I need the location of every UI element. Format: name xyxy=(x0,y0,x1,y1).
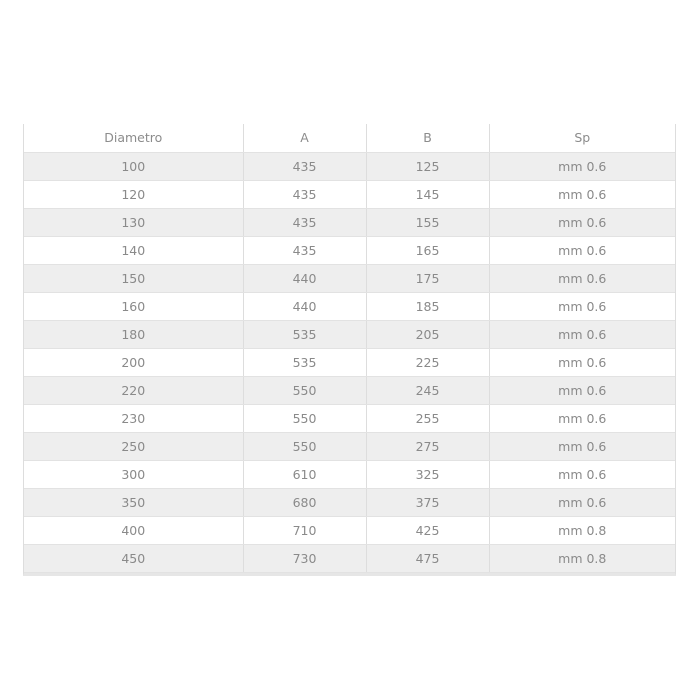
cell-diametro: 250 xyxy=(24,432,243,460)
dimension-table-container xyxy=(23,124,676,576)
cell-b: 125 xyxy=(366,152,489,180)
cell-sp: mm 0.6 xyxy=(489,404,675,432)
cell-b: 145 xyxy=(366,180,489,208)
table-row xyxy=(24,180,675,208)
cell-diametro: 130 xyxy=(24,208,243,236)
cell-diametro: 180 xyxy=(24,320,243,348)
cell-a: 550 xyxy=(243,432,366,460)
table-row xyxy=(24,488,675,516)
cell-sp: mm 0.6 xyxy=(489,488,675,516)
cell-diametro: 150 xyxy=(24,264,243,292)
cell-diametro: 230 xyxy=(24,404,243,432)
cell-sp: mm 0.6 xyxy=(489,320,675,348)
cell-a: 730 xyxy=(243,544,366,572)
cell-a: 440 xyxy=(243,292,366,320)
cell-diametro: 200 xyxy=(24,348,243,376)
table-row xyxy=(24,264,675,292)
cell-a: 435 xyxy=(243,236,366,264)
cell-b: 165 xyxy=(366,236,489,264)
table-row xyxy=(24,432,675,460)
cell-b: 255 xyxy=(366,404,489,432)
cell-a: 710 xyxy=(243,516,366,544)
table-row xyxy=(24,236,675,264)
cell-b: 225 xyxy=(366,348,489,376)
dimension-table xyxy=(24,124,675,573)
cell-diametro: 300 xyxy=(24,460,243,488)
cell-a: 535 xyxy=(243,320,366,348)
cell-diametro: 220 xyxy=(24,376,243,404)
cell-b: 475 xyxy=(366,544,489,572)
cell-diametro: 350 xyxy=(24,488,243,516)
cell-a: 435 xyxy=(243,152,366,180)
cell-a: 550 xyxy=(243,376,366,404)
cell-b: 205 xyxy=(366,320,489,348)
cell-sp: mm 0.6 xyxy=(489,376,675,404)
cell-a: 440 xyxy=(243,264,366,292)
table-row xyxy=(24,376,675,404)
cell-b: 155 xyxy=(366,208,489,236)
cell-sp: mm 0.6 xyxy=(489,208,675,236)
header-diametro: Diametro xyxy=(24,124,243,152)
cell-a: 680 xyxy=(243,488,366,516)
cell-b: 245 xyxy=(366,376,489,404)
cell-diametro: 160 xyxy=(24,292,243,320)
cell-b: 425 xyxy=(366,516,489,544)
cell-a: 550 xyxy=(243,404,366,432)
cell-sp: mm 0.6 xyxy=(489,348,675,376)
cell-diametro: 100 xyxy=(24,152,243,180)
cell-b: 185 xyxy=(366,292,489,320)
table-row xyxy=(24,516,675,544)
header-sp: Sp xyxy=(489,124,675,152)
table-row xyxy=(24,208,675,236)
cell-sp: mm 0.8 xyxy=(489,516,675,544)
table-header xyxy=(24,124,675,152)
cell-diametro: 400 xyxy=(24,516,243,544)
cell-diametro: 140 xyxy=(24,236,243,264)
cell-sp: mm 0.6 xyxy=(489,236,675,264)
table-row xyxy=(24,460,675,488)
table-row xyxy=(24,320,675,348)
cell-sp: mm 0.6 xyxy=(489,460,675,488)
cell-b: 275 xyxy=(366,432,489,460)
cell-sp: mm 0.6 xyxy=(489,180,675,208)
header-row xyxy=(24,124,675,152)
cell-sp: mm 0.8 xyxy=(489,544,675,572)
cell-b: 325 xyxy=(366,460,489,488)
table-row xyxy=(24,152,675,180)
table-row xyxy=(24,292,675,320)
header-a: A xyxy=(243,124,366,152)
cell-a: 610 xyxy=(243,460,366,488)
header-b: B xyxy=(366,124,489,152)
cell-sp: mm 0.6 xyxy=(489,432,675,460)
cell-a: 435 xyxy=(243,208,366,236)
cell-b: 375 xyxy=(366,488,489,516)
cell-sp: mm 0.6 xyxy=(489,292,675,320)
cell-sp: mm 0.6 xyxy=(489,152,675,180)
table-body xyxy=(24,152,675,572)
table-row xyxy=(24,348,675,376)
cell-a: 535 xyxy=(243,348,366,376)
cell-b: 175 xyxy=(366,264,489,292)
cell-a: 435 xyxy=(243,180,366,208)
cell-diametro: 450 xyxy=(24,544,243,572)
cell-diametro: 120 xyxy=(24,180,243,208)
table-row xyxy=(24,544,675,572)
cell-sp: mm 0.6 xyxy=(489,264,675,292)
table-row xyxy=(24,404,675,432)
